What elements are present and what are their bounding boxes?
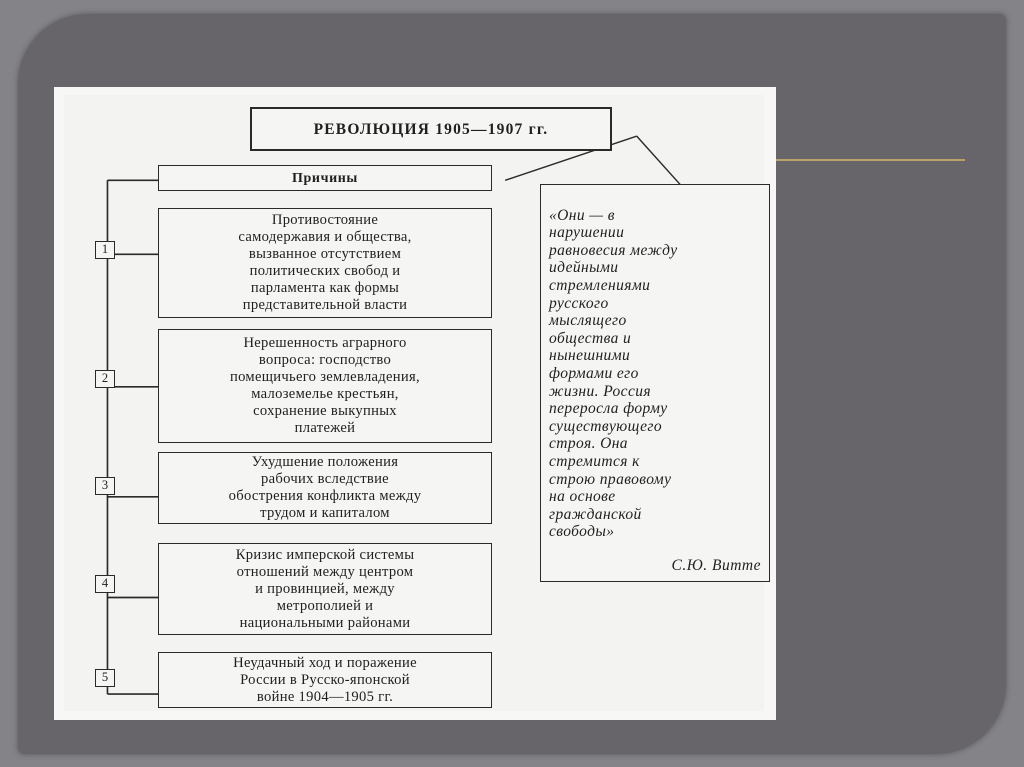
quote-author: С.Ю. Витте [671, 557, 761, 575]
title-to-quote-connector [637, 136, 682, 186]
cause-box-4: Кризис имперской системы отношений между центром и провинцией, между метрополией и национальными районами [158, 543, 492, 635]
cause-number-4: 4 [95, 575, 115, 593]
diagram-title: РЕВОЛЮЦИЯ 1905—1907 гг. [250, 107, 612, 151]
quote-text: «Они — в нарушении равновесия между идейными стремлениями русского мыслящего общества и нынешними формами его жизни. Россия переросла форму существующего строя. Она стремится к строю правовому на основе гражданской свободы» [549, 206, 678, 541]
cause-box-5: Неудачный ход и поражение России в Русско-японской войне 1904—1905 гг. [158, 652, 492, 708]
cause-box-1: Противостояние самодержавия и общества, вызванное отсутствием политических свобод и парламента как формы представительной власти [158, 208, 492, 318]
diagram-figure [54, 87, 776, 720]
causes-label: Причины [158, 165, 492, 191]
cause-box-2: Нерешенность аграрного вопроса: господство помещичьего землевладения, малоземелье крестьян, сохранение выкупных платежей [158, 329, 492, 443]
diagram-canvas [64, 95, 764, 711]
cause-number-3: 3 [95, 477, 115, 495]
cause-number-5: 5 [95, 669, 115, 687]
witte-quote-box [540, 184, 770, 582]
accent-line [760, 159, 965, 161]
cause-box-3: Ухудшение положения рабочих вследствие обострения конфликта между трудом и капиталом [158, 452, 492, 524]
cause-number-1: 1 [95, 241, 115, 259]
cause-number-2: 2 [95, 370, 115, 388]
